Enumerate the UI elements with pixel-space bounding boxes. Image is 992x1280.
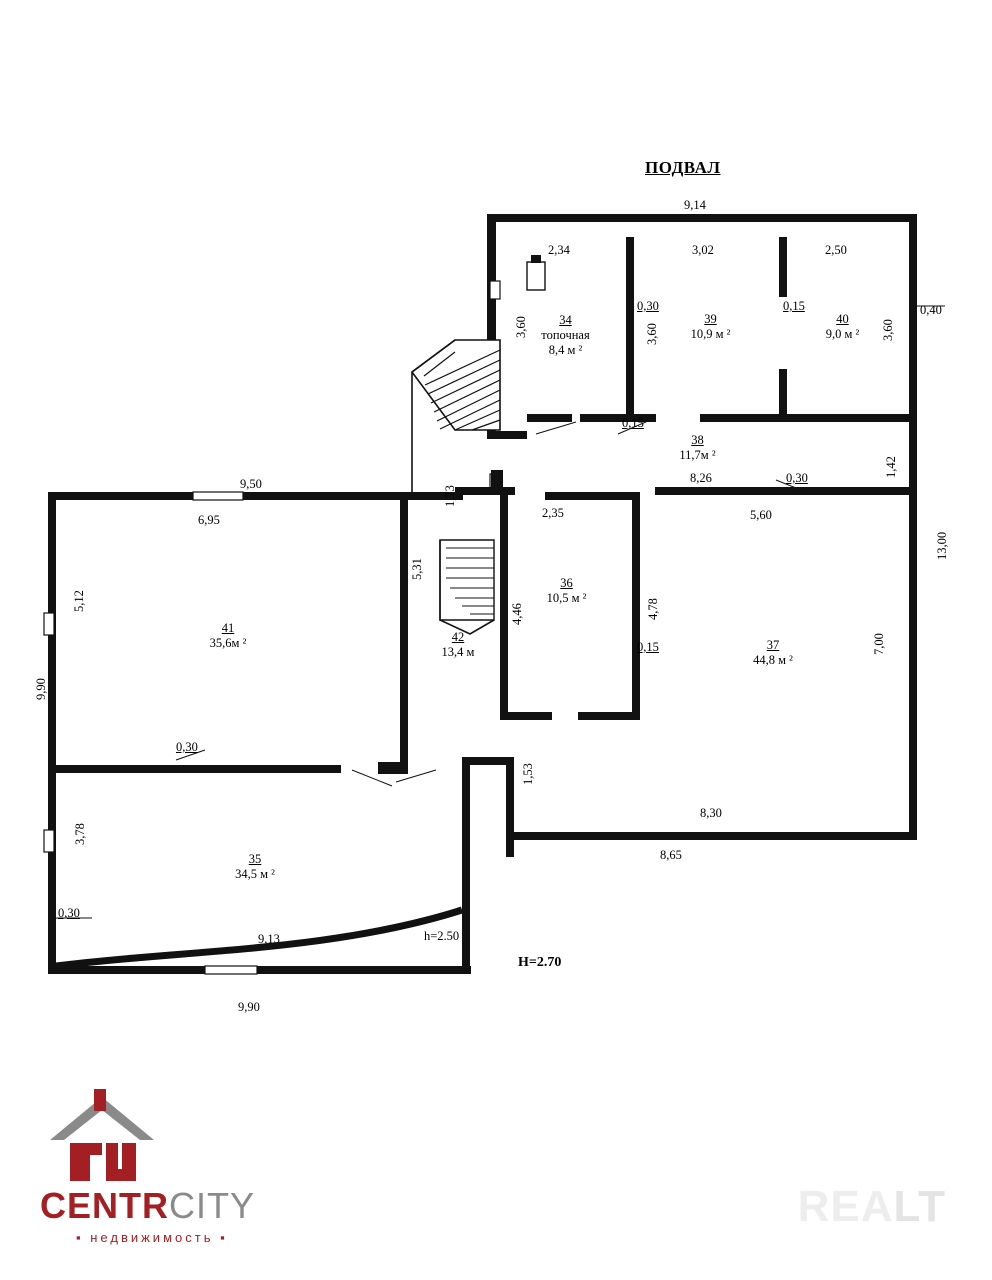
- dim-7-00: 7,00: [872, 633, 886, 655]
- logo-mark-icon: [40, 1085, 240, 1185]
- page-title: ПОДВАЛ: [645, 158, 721, 177]
- dim-1-73: 1,73: [443, 485, 457, 507]
- logo-subtitle-text: недвижимость: [90, 1230, 214, 1245]
- dim-9-90-bottom: 9,90: [238, 1000, 260, 1014]
- room-36: [524, 576, 609, 606]
- room-38: [655, 433, 740, 463]
- dim-0-30-d: 0,30: [58, 906, 80, 920]
- dim-13-00: 13,00: [935, 531, 949, 560]
- height-note-outer: H=2.70: [518, 955, 562, 970]
- dim-0-30-a: 0,30: [637, 299, 659, 313]
- room-35-number: 35: [248, 852, 262, 866]
- room-41-area: 35,6м ²: [209, 636, 247, 650]
- dim-6-95: 6,95: [198, 513, 220, 527]
- room-37-area: 44,8 м ²: [753, 653, 793, 667]
- room-34-name: топочная: [541, 328, 590, 342]
- logo-text-city: CITY: [169, 1185, 256, 1226]
- room-40-area: 9,0 м ²: [825, 327, 860, 341]
- dim-5-12: 5,12: [72, 590, 86, 612]
- room-38-area: 11,7м ²: [679, 448, 716, 462]
- room-40-number: 40: [836, 312, 849, 326]
- dim-4-46: 4,46: [510, 603, 524, 625]
- room-35: [210, 852, 300, 882]
- dim-9-50: 9,50: [240, 477, 262, 491]
- logo-subtitle: ▪ недвижимость ▪: [76, 1230, 228, 1245]
- room-36-number: 36: [560, 576, 573, 590]
- room-42: [423, 630, 493, 660]
- room-42-number: 42: [451, 630, 465, 644]
- dim-0-15-b: 0,15: [622, 416, 644, 430]
- room-41-number: 41: [221, 621, 235, 635]
- room-36-area: 10,5 м ²: [546, 591, 587, 605]
- logo-text-centr: CENTR: [40, 1185, 169, 1226]
- dim-3-02: 3,02: [692, 243, 714, 257]
- dim-8-26: 8,26: [690, 471, 712, 485]
- height-note-inner: h=2.50: [424, 929, 460, 943]
- room-39-area: 10,9 м ²: [690, 327, 731, 341]
- watermark-lt: LT: [893, 1182, 946, 1231]
- dim-5-31: 5,31: [410, 558, 424, 580]
- dim-0-15-c: 0,15: [637, 640, 659, 654]
- dim-9-13: 9,13: [258, 932, 280, 946]
- dim-2-34: 2,34: [548, 243, 570, 257]
- watermark: [798, 1182, 946, 1232]
- room-39-number: 39: [704, 312, 717, 326]
- dim-2-35: 2,35: [542, 506, 564, 520]
- company-logo: [40, 1085, 300, 1250]
- dim-0-40: 0,40: [920, 303, 942, 317]
- room-35-area: 34,5 м ²: [235, 867, 275, 881]
- dim-3-60-b: 3,60: [645, 323, 659, 345]
- dim-8-65: 8,65: [660, 848, 682, 862]
- room-34: [523, 313, 608, 358]
- dim-0-30-b: 0,30: [786, 471, 808, 485]
- dim-top-9-14: 9,14: [684, 198, 706, 212]
- logo-wordmark: [40, 1185, 255, 1227]
- dim-1-53: 1,53: [521, 763, 535, 785]
- dim-5-60: 5,60: [750, 508, 772, 522]
- room-37-number: 37: [766, 638, 780, 652]
- dim-8-30: 8,30: [700, 806, 722, 820]
- room-41: [183, 621, 273, 651]
- dim-0-30-c: 0,30: [176, 740, 198, 754]
- dim-3-60-a: 3,60: [514, 316, 528, 338]
- dim-1-42: 1,42: [884, 456, 898, 478]
- room-37: [728, 638, 818, 668]
- dim-4-78: 4,78: [646, 598, 660, 620]
- dim-2-50: 2,50: [825, 243, 847, 257]
- room-42-area: 13,4 м: [441, 645, 475, 659]
- watermark-rea: REA: [797, 1182, 894, 1231]
- dim-3-60-c: 3,60: [881, 319, 895, 341]
- dim-3-78: 3,78: [73, 823, 87, 845]
- room-34-area: 8,4 м ²: [548, 343, 583, 357]
- dim-9-90-left: 9,90: [34, 678, 48, 700]
- dim-0-15-a: 0,15: [783, 299, 805, 313]
- room-40: [800, 312, 885, 342]
- room-34-number: 34: [559, 313, 572, 327]
- room-39: [668, 312, 753, 342]
- room-38-number: 38: [691, 433, 704, 447]
